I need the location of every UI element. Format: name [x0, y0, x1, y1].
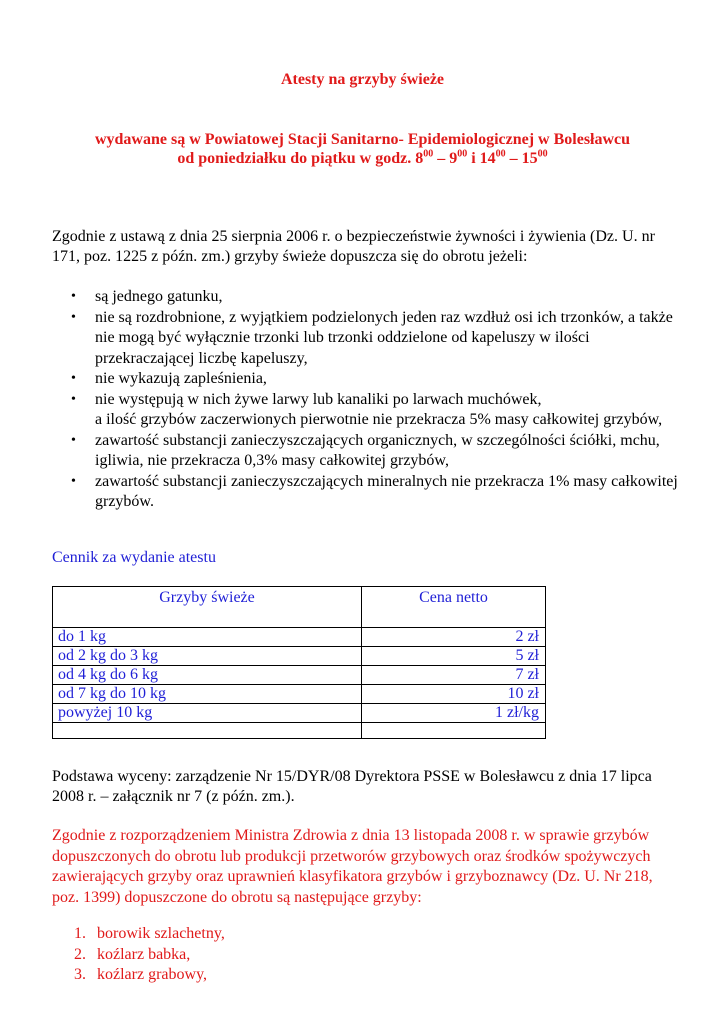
mushroom-list: [52, 924, 682, 986]
table-header-row: [53, 587, 546, 628]
issuing-office-line: wydawane są w Powiatowej Stacji Sanitarno- Epidemiologicznej w Bolesławcu: [94, 131, 631, 148]
list-item: [52, 965, 682, 986]
minute-end-2: 00: [537, 148, 548, 160]
list-item: [52, 945, 682, 966]
price-cell: 5 zł: [362, 647, 546, 666]
price-table: [52, 586, 546, 739]
bullet-icon: •: [71, 432, 76, 448]
column-header-price: Cena netto: [362, 587, 546, 628]
list-number: 3.: [74, 966, 86, 983]
list-item: [52, 431, 682, 472]
table-row: [53, 666, 546, 685]
list-item: [52, 369, 682, 390]
empty-cell: [362, 723, 546, 739]
table-row: [53, 685, 546, 704]
weight-range-cell: od 7 kg do 10 kg: [53, 685, 362, 704]
bullet-icon: •: [71, 309, 76, 325]
list-item-continuation: a ilość grzybów zaczerwionych pierwotnie nie przekracza 5% masy całkowitej grzybów,: [95, 411, 663, 428]
price-cell: 1 zł/kg: [362, 704, 546, 723]
office-hours-line: [0, 150, 725, 168]
weight-range-cell: do 1 kg: [53, 628, 362, 647]
hours-prefix: od poniedziałku do piątku w godz.: [177, 150, 416, 167]
table-row: [53, 704, 546, 723]
bullet-icon: •: [71, 289, 76, 304]
requirements-list: [52, 287, 682, 513]
bullet-icon: •: [71, 391, 76, 407]
hours-and: i: [467, 150, 480, 167]
bullet-icon: •: [71, 371, 76, 386]
weight-range-cell: powyżej 10 kg: [53, 704, 362, 723]
mushroom-name: koźlarz grabowy,: [97, 966, 208, 983]
minute-start-1: 00: [423, 148, 434, 160]
list-item-text: nie występują w nich żywe larwy lub kanaliki po larwach muchówek,: [95, 390, 542, 408]
price-cell: 2 zł: [362, 628, 546, 647]
price-list-heading: Cennik za wydanie atestu: [52, 549, 216, 566]
mushroom-name: borowik szlachetny,: [97, 925, 225, 942]
list-number: 1.: [74, 925, 86, 942]
list-item: [52, 308, 682, 370]
intro-paragraph: Zgodnie z ustawą z dnia 25 sierpnia 2006 r. o bezpieczeństwie żywności i żywienia (Dz. U. nr 171, poz. 1225 z późn. zm.) grzyby świeże dopuszcza się do obrotu jeżeli:: [52, 228, 655, 265]
hour-end-2: 15: [521, 150, 538, 167]
list-item-text: są jednego gatunku,: [95, 288, 223, 305]
price-cell: 10 zł: [362, 685, 546, 704]
hour-start-2: 14: [479, 150, 496, 167]
list-item-text: zawartość substancji zanieczyszczających organicznych, w szczególności ściółki, mchu, igliwia, nie przekracza 0,3% masy całkowitej grzybów,: [95, 431, 660, 469]
mushroom-name: koźlarz babka,: [97, 945, 191, 963]
hours-dash-2: –: [505, 150, 522, 167]
pricing-basis-paragraph: Podstawa wyceny: zarządzenie Nr 15/DYR/08 Dyrektora PSSE w Bolesławcu z dnia 17 lipca 2008 r. – załącznik nr 7 (z późn. zm.).: [52, 768, 652, 805]
hour-start-1: 8: [415, 150, 424, 167]
bullet-icon: •: [71, 473, 76, 489]
list-item: [52, 390, 682, 431]
document-title: Atesty na grzyby świeże: [280, 71, 445, 88]
regulation-paragraph: Zgodnie z rozporządzeniem Ministra Zdrowia z dnia 13 listopada 2008 r. w sprawie grzybów dopuszczonych do obrotu lub produkcji przetworów grzybowych oraz środków spożywczych zawierających grzyby oraz uprawnień klasyfikatora grzybów i grzyboznawcy (Dz. U. Nr 218, poz. 1399) dopuszczone do obrotu są następujące grzyby:: [52, 827, 653, 906]
hours-dash-1: –: [433, 150, 450, 167]
table-row: [53, 628, 546, 647]
price-cell: 7 zł: [362, 666, 546, 685]
list-number: 2.: [74, 945, 86, 963]
table-row: [53, 647, 546, 666]
list-item-text: zawartość substancji zanieczyszczających mineralnych nie przekracza 1% masy całkowitej grzybów.: [95, 472, 678, 510]
list-item: [52, 924, 682, 945]
minute-end-1: 00: [457, 148, 468, 160]
weight-range-cell: od 4 kg do 6 kg: [53, 666, 362, 685]
column-header-mushrooms: Grzyby świeże: [53, 587, 362, 628]
minute-start-2: 00: [495, 148, 506, 160]
list-item: [52, 472, 682, 513]
list-item-text: nie są rozdrobnione, z wyjątkiem podzielonych jeden raz wzdłuż osi ich trzonków, a także nie mogą być wyłącznie trzonki lub trzonki oddzielone od kapeluszy w ilości przekraczającej liczbę kapeluszy,: [95, 308, 673, 367]
table-row-empty: [53, 723, 546, 739]
empty-cell: [53, 723, 362, 739]
list-item-text: nie wykazują zapleśnienia,: [95, 370, 267, 387]
list-item: [52, 287, 682, 308]
hour-end-1: 9: [449, 150, 458, 167]
weight-range-cell: od 2 kg do 3 kg: [53, 647, 362, 666]
